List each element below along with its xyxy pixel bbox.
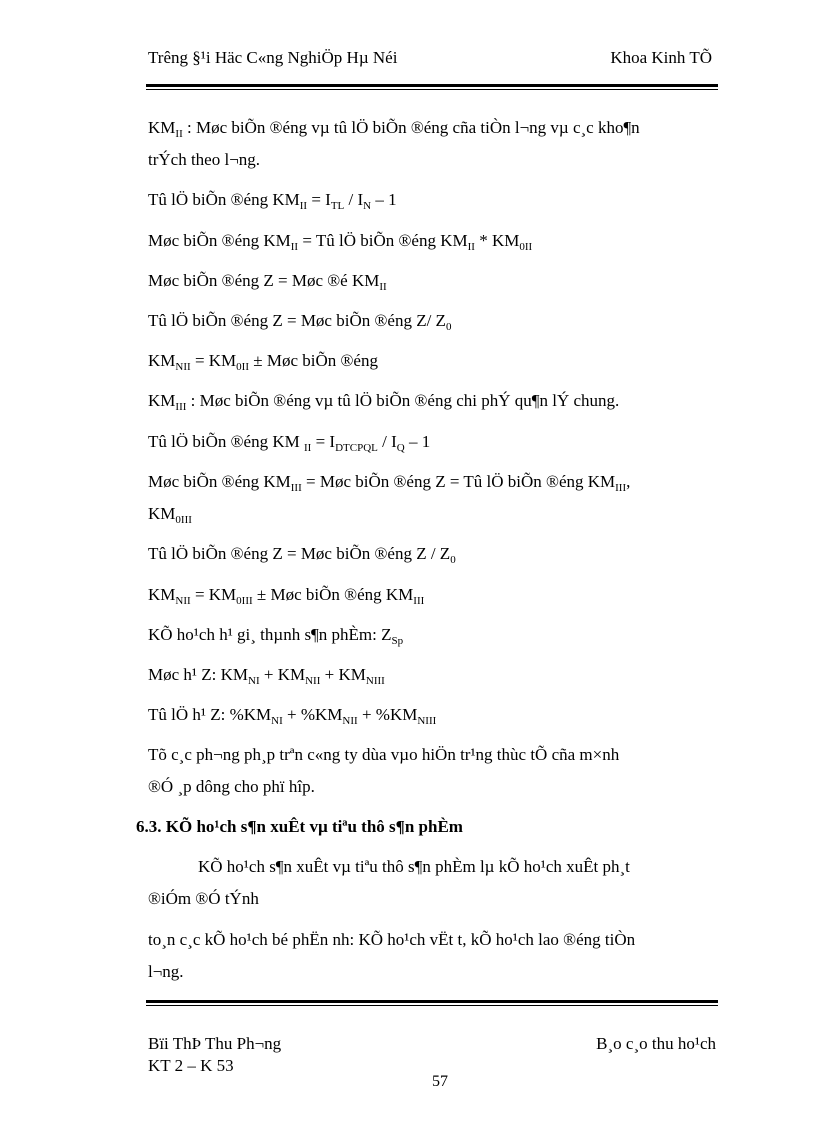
text-line-19: KÕ ho¹ch s¶n xuÊt vµ tiªu thô s¶n phÈm lµ kÕ ho¹ch xuÊt ph¸t [198, 857, 630, 876]
text-line-15: Møc h¹ Z: $KM_{NI} + KM_{NII} + KM_{NIII}$ [148, 665, 385, 687]
section-heading: 6.3. KÕ ho¹ch s¶n xuÊt vµ tiªu thô s¶n phÈm [136, 817, 463, 836]
footer-rule [146, 1000, 718, 1003]
header-faculty: Khoa Kinh TÕ [610, 48, 712, 67]
text-line-6: Tû lÖ biÕn ®éng Z = Møc biÕn ®éng Z/ $Z_0$ [148, 311, 452, 333]
text-line-21: to¸n c¸c kÕ ho¹ch bé phËn nh: KÕ ho¹ch vËt t, kÕ ho¹ch lao ®éng tiÒn [148, 930, 636, 949]
text-line-4: Møc biÕn ®éng $KM_{II}$ = Tû lÖ biÕn ®éng $KM_{II} * KM_{0II}$ [148, 231, 533, 253]
header-rule-thin [146, 89, 718, 90]
text-line-17: Tõ c¸c ph¬ng ph¸p trªn c«ng ty dùa vµo hiÖn tr¹ng thùc tÕ cña m×nh [148, 745, 620, 764]
footer-class: KT 2 – K 53 [148, 1056, 234, 1075]
text-line-16: Tû lÖ h¹ Z: $\%KM_{NI} + \%KM_{NII} + \%KM_{NIII}$ [148, 705, 437, 727]
text-line-2: trÝch theo l¬ng. [148, 150, 261, 169]
text-line-14: KÕ ho¹ch h¹ gi¸ thµnh s¶n phÈm: $Z_{Sp}$ [148, 625, 404, 647]
page-number: 57 [432, 1073, 448, 1090]
text-line-7: $KM_{NII} = KM_{0II}$ ± Møc biÕn ®éng [148, 351, 378, 373]
footer-author: Bïi ThÞ Thu Ph¬ng [148, 1034, 282, 1053]
footer-report: B¸o c¸o thu ho¹ch [596, 1034, 716, 1053]
text-line-9: Tû lÖ biÕn ®éng KM $_{II} = I_{DTCPQL} / I_Q - 1$ [148, 432, 431, 454]
header-rule [146, 84, 718, 87]
text-line-3: Tû lÖ biÕn ®éng $KM_{II} = I_{TL} / I_N - 1$ [148, 190, 397, 212]
footer-rule-thin [146, 1005, 718, 1006]
header-school: Trêng §¹i Häc C«ng NghiÖp Hµ Néi [148, 48, 398, 67]
text-line-11: $KM_{0III}$ [148, 504, 192, 526]
text-line-13: $KM_{NII} = KM_{0III}$ ± Møc biÕn ®éng $KM_{III}$ [148, 585, 425, 607]
text-line-18: ®Ó ¸p dông cho phï hîp. [148, 777, 315, 796]
text-line-5: Møc biÕn ®éng Z = Møc ®é $KM_{II}$ [148, 271, 387, 293]
text-line-20: ®iÓm ®Ó tÝnh [148, 889, 259, 908]
text-line-8: $KM_{III}$ : Møc biÕn ®éng vµ tû lÖ biÕn ®éng chi phÝ qu¶n lÝ chung. [148, 391, 620, 413]
text-line-10: Møc biÕn ®éng $KM_{III}$ = Møc biÕn ®éng Z = Tû lÖ biÕn ®éng $KM_{III}$, [148, 472, 631, 494]
text-line-12: Tû lÖ biÕn ®éng Z = Møc biÕn ®éng Z / $Z_0$ [148, 544, 456, 566]
text-line-1: $KM_{II}$ : Møc biÕn ®éng vµ tû lÖ biÕn ®éng cña tiÒn l¬ng vµ c¸c kho¶n [148, 118, 640, 140]
text-line-22: l¬ng. [148, 962, 184, 981]
